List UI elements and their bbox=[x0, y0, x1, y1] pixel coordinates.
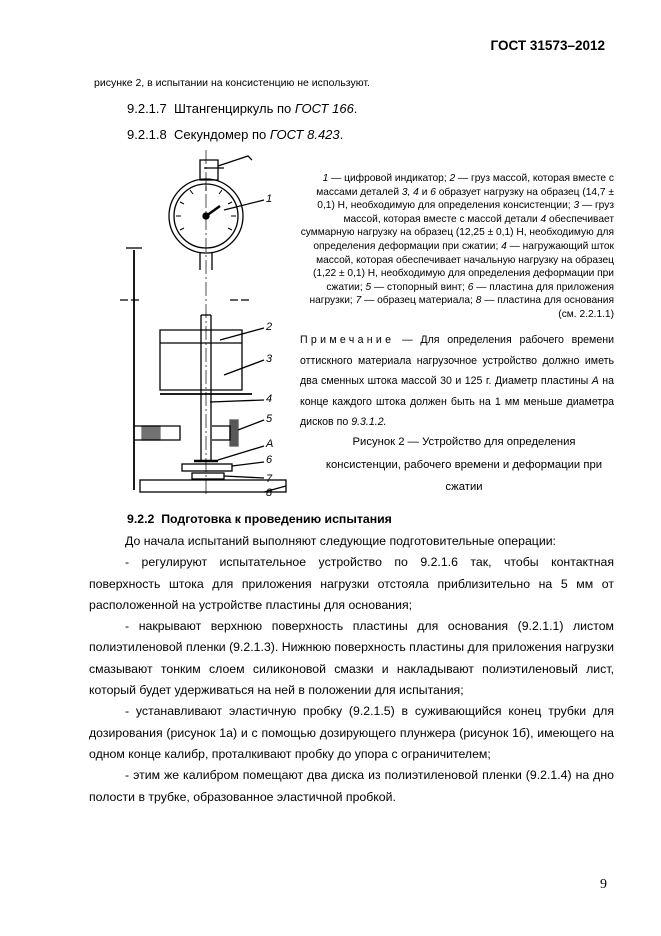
section-heading bbox=[127, 512, 392, 526]
callout-7: 7 bbox=[266, 473, 273, 485]
item-ref: ГОСТ 166 bbox=[294, 101, 354, 116]
section-body bbox=[89, 531, 614, 808]
item-9-2-1-7: 9.2.1.7 Штангенциркуль по ГОСТ 166. bbox=[127, 101, 358, 116]
figure-note: Примечание — Для определения рабочего времени оттискного материала нагрузочное устройство должно иметь два сменных штока массой 30 и 125 г. Диаметр пластины А на конце каждого штока должен быть на 1 мм меньше диаметра дисков по 9.3.1.2. bbox=[300, 334, 614, 428]
callout-2: 2 bbox=[266, 321, 273, 333]
stop-screw bbox=[212, 426, 230, 440]
callout-6: 6 bbox=[266, 454, 273, 466]
indicator-lever bbox=[218, 156, 252, 166]
figure-legend: 1 — цифровой индикатор; 2 — груз массой, которая вместе с массами деталей 3, 4 и 6 образует нагрузку на образец (14,7 ± 0,1) Н, необходимую для определения консистенции; 3 — груз массой, которая вместе с массой детали 4 обеспечивает суммарную нагрузку на образец (12,25 ± 0,1) Н, необходимую для определения деформации при сжатии; 4 — нагружающий шток массой, которая обеспечивает начальную нагрузку на образец (1,22 ± 0,1) Н, необходимую для определения деформации при сжатии; 5 — стопорный винт; 6 — пластина для приложения нагрузки; 7 — образец материала; 8 — пластина для основания (см. 2.2.1.1) bbox=[300, 173, 614, 320]
section-number: 9.2.2 bbox=[127, 512, 155, 526]
intro-line: рисунке 2, в испытании на консистенцию не используют. bbox=[94, 77, 370, 89]
callout-4: 4 bbox=[266, 393, 273, 405]
item-text: Секундомер по bbox=[174, 127, 270, 142]
paragraph: - этим же калибром помещают два диска из полиэтиленовой пленки (9.2.1.4) на дно полости в трубке, образованное эластичной пробкой. bbox=[89, 768, 614, 804]
sample-7 bbox=[192, 473, 224, 479]
device-drawing bbox=[120, 150, 300, 500]
page-number: 9 bbox=[600, 877, 607, 892]
item-9-2-1-8: 9.2.1.8 Секундомер по ГОСТ 8.423. bbox=[127, 127, 344, 142]
section-title: Подготовка к проведению испытания bbox=[161, 512, 392, 526]
callout-5: 5 bbox=[266, 413, 273, 425]
figure-caption: Рисунок 2 — Устройство для определения консистенции, рабочего времени и деформации при сжатии bbox=[325, 436, 603, 493]
standard-header: ГОСТ 31573–2012 bbox=[490, 38, 605, 53]
item-number: 9.2.1.7 bbox=[127, 101, 167, 116]
indicator-stem-top bbox=[200, 160, 218, 180]
paragraph: До начала испытаний выполняют следующие подготовительные операции: bbox=[125, 534, 556, 548]
item-text: Штангенциркуль по bbox=[174, 101, 295, 116]
paragraph: - регулируют испытательное устройство по 9.2.1.6 так, чтобы контактная поверхность штока для приложения нагрузки отстояла приблизительно на 5 мм от расположенной на устройстве пластины для основания; bbox=[89, 555, 614, 612]
item-ref: ГОСТ 8.423 bbox=[269, 127, 340, 142]
paragraph: - накрывают верхнюю поверхность пластины для основания (9.2.1.1) листом полиэтиленовой пленки (9.2.1.3). Нижнюю поверхность пластины для приложения нагрузки смазывают тонким слоем силиконовой смазки и накладывают полиэтиленовый лист, который будет удерживаться на ней в положении для испытания; bbox=[89, 619, 614, 698]
callout-3: 3 bbox=[266, 353, 273, 365]
note-lead: Примечание bbox=[300, 334, 395, 346]
plate-6 bbox=[182, 464, 232, 471]
item-number: 9.2.1.8 bbox=[127, 127, 167, 142]
base-plate-8 bbox=[140, 480, 286, 492]
callout-8: 8 bbox=[266, 487, 273, 499]
paragraph: - устанавливают эластичную пробку (9.2.1.5) в суживающийся конец трубки для дозирования (рисунок 1а) и с помощью дозирующего плунжера (рисунок 1б), имеющего на одном конце калибр, проталкивают пробку до упора с ограничителем; bbox=[89, 704, 614, 761]
callout-1: 1 bbox=[266, 193, 273, 205]
callout-a: А bbox=[266, 438, 274, 450]
